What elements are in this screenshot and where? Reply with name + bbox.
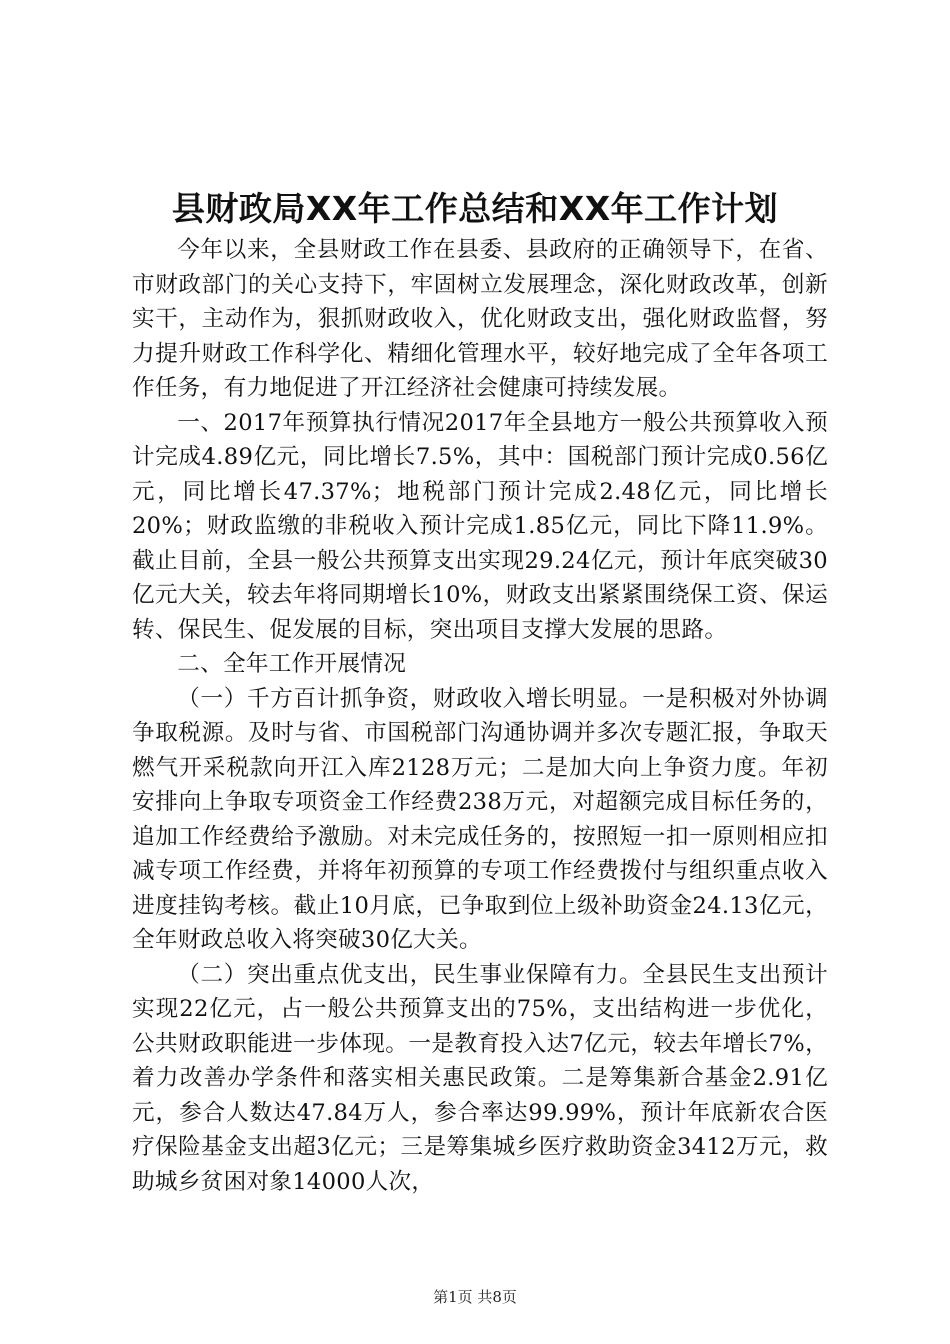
document-title: 县财政局XX年工作总结和XX年工作计划 — [171, 189, 779, 228]
paragraph-expenditure: （二）突出重点优支出，民生事业保障有力。全县民生支出预计实现22亿元，占一般公共预算支出的75%，支出结构进一步优化，公共财政职能进一步体现。一是教育投入达7亿元，较去年增长7%，着力改善办学条件和落实相关惠民政策。二是筹集新合基金2.91亿元，参合人数达47.84万人，参合率达99.99%，预计年底新农合医疗保险基金支出超3亿元；三是筹集城乡医疗救助资金3412万元，救助城乡贫困对象14000人次， — [132, 961, 828, 1195]
paragraph-budget-execution: 一、2017年预算执行情况2017年全县地方一般公共预算收入预计完成4.89亿元，同比增长7.5%，其中：国税部门预计完成0.56亿元，同比增长47.37%；地税部门预计完成2.48亿元，同比增长20%；财政监缴的非税收入预计完成1.85亿元，同比下降11.9%。截止目前，全县一般公共预算支出实现29.24亿元，预计年底突破30亿元大关，较去年将同期增长10%，财政支出紧紧围绕保工资、保运转、保民生、促发展的目标，突出项目支撑大发展的思路。 — [132, 409, 828, 643]
paragraph-intro: 今年以来，全县财政工作在县委、县政府的正确领导下，在省、市财政部门的关心支持下，牢固树立发展理念，深化财政改革，创新实干，主动作为，狠抓财政收入，优化财政支出，强化财政监督，努力提升财政工作科学化、精细化管理水平，较好地完成了全年各项工作任务，有力地促进了开江经济社会健康可持续发展。 — [132, 237, 828, 401]
page-footer: 第1页 共8页 — [433, 1288, 517, 1306]
document-body — [132, 233, 828, 1199]
paragraph-revenue: （一）千方百计抓争资，财政收入增长明显。一是积极对外协调争取税源。及时与省、市国税部门沟通协调并多次专题汇报，争取天燃气开采税款向开江入库2128万元；二是加大向上争资力度。年初安排向上争取专项资金工作经费238万元，对超额完成目标任务的，追加工作经费给予激励。对未完成任务的，按照短一扣一原则相应扣减专项工作经费，并将年初预算的专项工作经费拨付与组织重点收入进度挂钩考核。截止10月底，已争取到位上级补助资金24.13亿元，全年财政总收入将突破30亿大关。 — [132, 685, 828, 953]
section-heading-work-progress: 二、全年工作开展情况 — [177, 651, 407, 677]
